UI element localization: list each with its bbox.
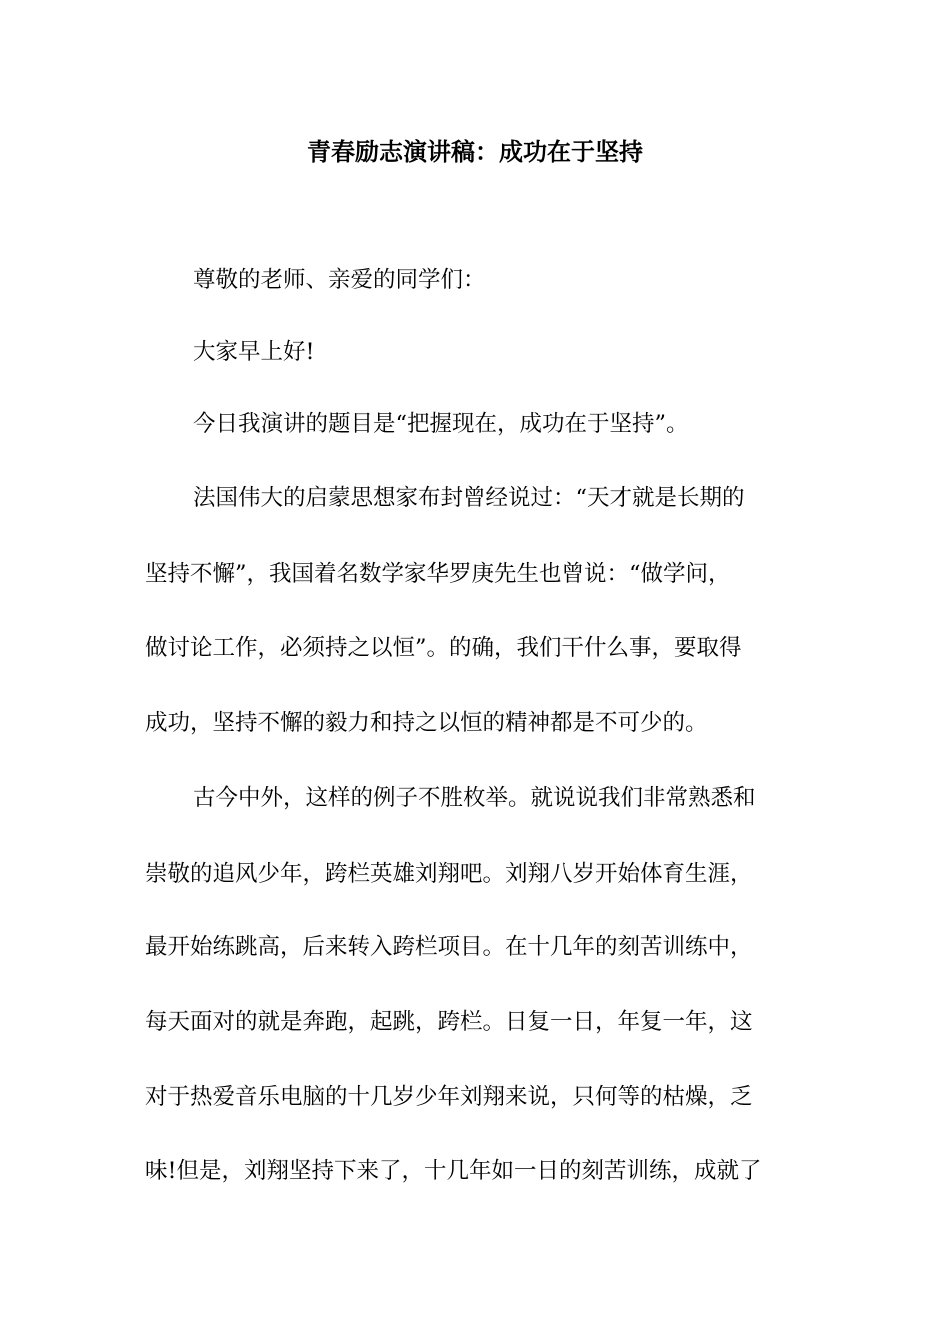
body-line: 味!但是，刘翔坚持下来了，十几年如一日的刻苦训练，成就了 [145, 1158, 762, 1184]
body-line: 对于热爱音乐电脑的十几岁少年刘翔来说，只何等的枯燥，乏 [145, 1084, 753, 1110]
document-title: 青春励志演讲稿：成功在于坚持 [307, 138, 643, 166]
body-line: 最开始练跳高，后来转入跨栏项目。在十几年的刻苦训练中， [145, 934, 753, 960]
body-line: 坚持不懈”，我国着名数学家华罗庚先生也曾说：“做学问， [145, 561, 731, 587]
topic-line: 今日我演讲的题目是“把握现在，成功在于坚持”。 [193, 411, 689, 437]
body-line: 崇敬的追风少年，跨栏英雄刘翔吧。刘翔八岁开始体育生涯， [145, 861, 753, 887]
salutation-line: 尊敬的老师、亲爱的同学们： [193, 267, 486, 293]
greeting-line: 大家早上好! [193, 339, 315, 365]
body-line: 每天面对的就是奔跑，起跳，跨栏。日复一日，年复一年，这 [145, 1009, 753, 1035]
body-line: 法国伟大的启蒙思想家布封曾经说过：“天才就是长期的 [193, 485, 745, 511]
body-line: 做讨论工作，必须持之以恒”。的确，我们干什么事，要取得 [145, 635, 742, 661]
body-line: 古今中外，这样的例子不胜枚举。就说说我们非常熟悉和 [193, 785, 756, 811]
body-line: 成功，坚持不懈的毅力和持之以恒的精神都是不可少的。 [145, 710, 708, 736]
